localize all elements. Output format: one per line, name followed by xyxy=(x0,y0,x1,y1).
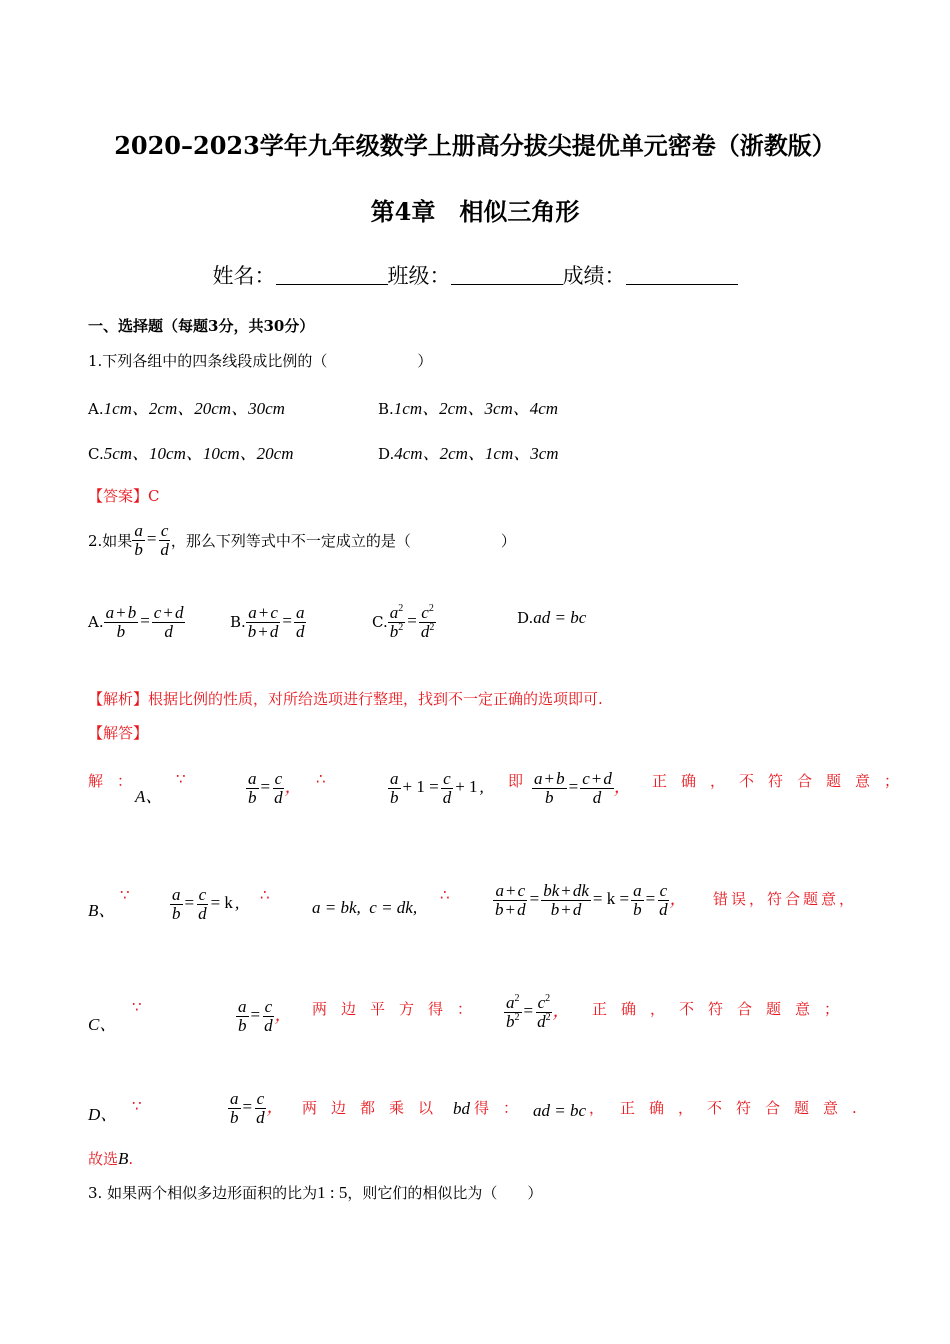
q2-option-d-label: D. xyxy=(517,609,534,627)
q2-option-a xyxy=(88,604,185,641)
section-heading: 一、选择题（每题3分，共30分） xyxy=(88,317,315,335)
q1-answer: 【答案】C xyxy=(88,487,160,505)
sol-d-given: $\frac{a}{b}$ = $\frac{c}{d}$ ， xyxy=(230,1089,284,1127)
q1-option-a xyxy=(88,394,285,419)
sol-d-tail: 正确，不符合题意. xyxy=(620,1099,871,1117)
q2-analysis: 【解析】根据比例的性质，对所给选项进行整理，找到不一定正确的选项即可. xyxy=(88,690,603,708)
because-symbol: ∵ xyxy=(176,770,186,788)
sol-c-mid: 两边平方得： xyxy=(312,1000,487,1018)
class-label: 班级： xyxy=(387,264,451,288)
because-symbol: ∵ xyxy=(120,886,130,904)
q3-stem-prefix: 3. 如果两个相似多边形面积的比为 xyxy=(88,1184,318,1202)
q2-option-c-formula: $\frac{a^2}{b^2}$ = $\frac{c^2}{d^2}$ xyxy=(389,603,435,641)
q2-option-a-formula: $\frac{a + b}{b}$ = $\frac{c + d}{d}$ xyxy=(105,603,184,641)
sol-b-tail: 错误，符合题意， xyxy=(713,890,858,908)
sol-prefix: 解： xyxy=(88,772,147,790)
q2-option-a-label: A. xyxy=(88,613,104,632)
q2-option-d-formula: ad = bc xyxy=(533,608,587,627)
sol-c-result: $\frac{a^2}{b^2}$ = $\frac{c^2}{d^2}$ ， xyxy=(506,993,570,1031)
q2-solution-label: 【解答】 xyxy=(88,724,149,742)
sol-d-bd: bd xyxy=(453,1099,470,1118)
q1-option-b xyxy=(378,394,558,419)
sol-a-ji: 即 xyxy=(508,772,524,790)
q2-stem-suffix: ，那么下列等式中不一定成立的是（ ） xyxy=(170,531,516,550)
q2-option-b-formula: $\frac{a + c}{b + d}$ = $\frac{a}{d}$ xyxy=(247,603,305,641)
class-blank[interactable] xyxy=(451,264,563,285)
name-blank[interactable] xyxy=(276,264,388,285)
score-blank[interactable] xyxy=(626,264,738,285)
therefore-symbol: ∴ xyxy=(260,886,270,904)
sol-d-mid: 两边都乘以 xyxy=(302,1099,448,1117)
q1-option-d xyxy=(378,439,559,464)
q3-ratio: 1 : 5 xyxy=(317,1183,348,1202)
q2-conclusion xyxy=(88,1148,133,1169)
therefore-symbol: ∴ xyxy=(316,770,326,788)
chapter-title: 第4章 相似三角形 xyxy=(370,197,580,226)
q2-option-b-label: B. xyxy=(230,613,246,632)
sol-d-de: 得： xyxy=(474,1099,533,1117)
q1-option-a-label: A. xyxy=(88,400,104,418)
sol-a-step: $\frac{a}{b}$ + 1 = $\frac{c}{d}$ + 1 , xyxy=(390,769,484,807)
q1-option-b-label: B. xyxy=(378,400,394,418)
sol-a-label: A、 xyxy=(135,787,163,806)
q1-option-d-text: 4cm、2cm、1cm、3cm xyxy=(394,444,559,463)
q1-option-c xyxy=(88,439,294,464)
sol-c-given: $\frac{a}{b}$ = $\frac{c}{d}$ ， xyxy=(238,997,292,1035)
conclusion-end: . xyxy=(128,1150,134,1168)
sol-a-given: $\frac{a}{b}$ = $\frac{c}{d}$ ， xyxy=(248,769,302,807)
q1-stem: 1.下列各组中的四条线段成比例的（ ） xyxy=(88,352,433,370)
sol-a-tail: 正确，不符合题意； xyxy=(652,772,914,790)
sol-c-label: C、 xyxy=(88,1015,117,1034)
q1-option-a-text: 1cm、2cm、20cm、30cm xyxy=(103,399,285,418)
q2-stem-prefix: 2.如果 xyxy=(88,531,133,550)
sol-d-result: ad = bc xyxy=(533,1101,587,1120)
q3-stem xyxy=(88,1182,542,1203)
q2-given-proportion: $\frac{a}{b}$ = $\frac{c}{d}$ xyxy=(134,521,169,559)
score-label: 成绩： xyxy=(562,264,626,288)
q2-stem xyxy=(88,522,516,559)
sol-c-tail: 正确，不符合题意； xyxy=(592,1000,854,1018)
conclusion-prefix: 故选 xyxy=(88,1150,119,1168)
q2-option-c xyxy=(372,604,436,641)
sol-b-result: $\frac{a + c}{b + d}$ = $\frac{bk + dk}{b + d}$ = k = $\frac{a}{b}$ = $\frac{c}{d}$ ， xyxy=(495,881,687,919)
q1-option-d-label: D. xyxy=(378,445,395,463)
sol-b-given: $\frac{a}{b}$ = $\frac{c}{d}$ = k , xyxy=(172,885,240,923)
conclusion-letter: B xyxy=(118,1149,129,1168)
q1-option-c-label: C. xyxy=(88,445,104,463)
q2-option-b xyxy=(230,604,306,641)
sol-b-label: B、 xyxy=(88,901,116,920)
because-symbol: ∵ xyxy=(132,1097,142,1115)
document-page: 2020–2023学年九年级数学上册高分拔尖提优单元密卷（浙教版） 第4章 相似三角形 姓名： 班级： 成绩： 一、选择题（每题3分，共30分） 1.下列各组中的四条线段成比例的（ ） A.1cm、2cm、20cm、30cm B.1cm、2cm、3cm、4cm C.5cm、10cm、10cm、20cm D.4cm、2cm、1cm、3cm 【答案】C 2.如果 $\frac{a}{b}$ = $\frac{c}{d}$ ，那么下列等式中不一定成立的是（ ） A. $\frac{a + b}{b}$ = $\frac{c + d}{d}$ B. $\frac{a + c}{b + d}$ = $\frac{a}{d}$ C. $\frac{a^2}{b^2}$ = $\frac{c^2}{d^2}$ D.ad = bc 【解析】根据比例的性质，对所给选项进行整理，找到不一定正确的选项即可. 【解答】 解： A、 ∵ $\frac{a}{b}$ = $\frac{c}{d}$ ， ∴ $\frac{a}{b}$ + 1 = $\frac{c}{d}$ + 1 , 即 $\frac{a + b}{b}$ = $\frac{c + d}{d}$ ， 正确，不符合题意； B、 ∵ $\frac{a}{b}$ = $\frac{c}{d}$ = k , ∴ a = bk, c = dk, ∴ $\frac{a + c}{b + d}$ = $\frac{bk + dk}{b + d}$ = k = $\frac{a}{b}$ = $\frac{c}{d}$ ， 错误，符合题意， C、 ∵ $\frac{a}{b}$ = $\frac{c}{d}$ ， 两边平方得： $\frac{a^2}{b^2}$ = $\frac{c^2}{d^2}$ ， 正确，不符合题意； D、 ∵ $\frac{a}{b}$ = $\frac{c}{d}$ ， 两边都乘以 bd 得： ad = bc ， 正确，不符合题意. 故选B. 3. 如果两个相似多边形面积的比为1 : 5，则它们的相似比为（ ） xyxy=(0,0,950,1344)
q2-option-d xyxy=(517,608,586,628)
q1-option-b-text: 1cm、2cm、3cm、4cm xyxy=(393,399,559,418)
sol-d-label: D、 xyxy=(88,1105,118,1124)
document-title: 2020–2023学年九年级数学上册高分拔尖提优单元密卷（浙教版） xyxy=(114,131,836,160)
sol-b-substitution: a = bk, c = dk, xyxy=(312,898,418,917)
q1-option-c-text: 5cm、10cm、10cm、20cm xyxy=(103,444,294,463)
sol-a-result: $\frac{a + b}{b}$ = $\frac{c + d}{d}$ ， xyxy=(534,769,631,807)
q2-option-c-label: C. xyxy=(372,613,388,632)
because-symbol: ∵ xyxy=(132,998,142,1016)
therefore-symbol: ∴ xyxy=(440,886,450,904)
q3-stem-suffix: ，则它们的相似比为（ ） xyxy=(347,1184,543,1202)
name-label: 姓名： xyxy=(212,264,276,288)
student-info-line xyxy=(0,260,950,290)
